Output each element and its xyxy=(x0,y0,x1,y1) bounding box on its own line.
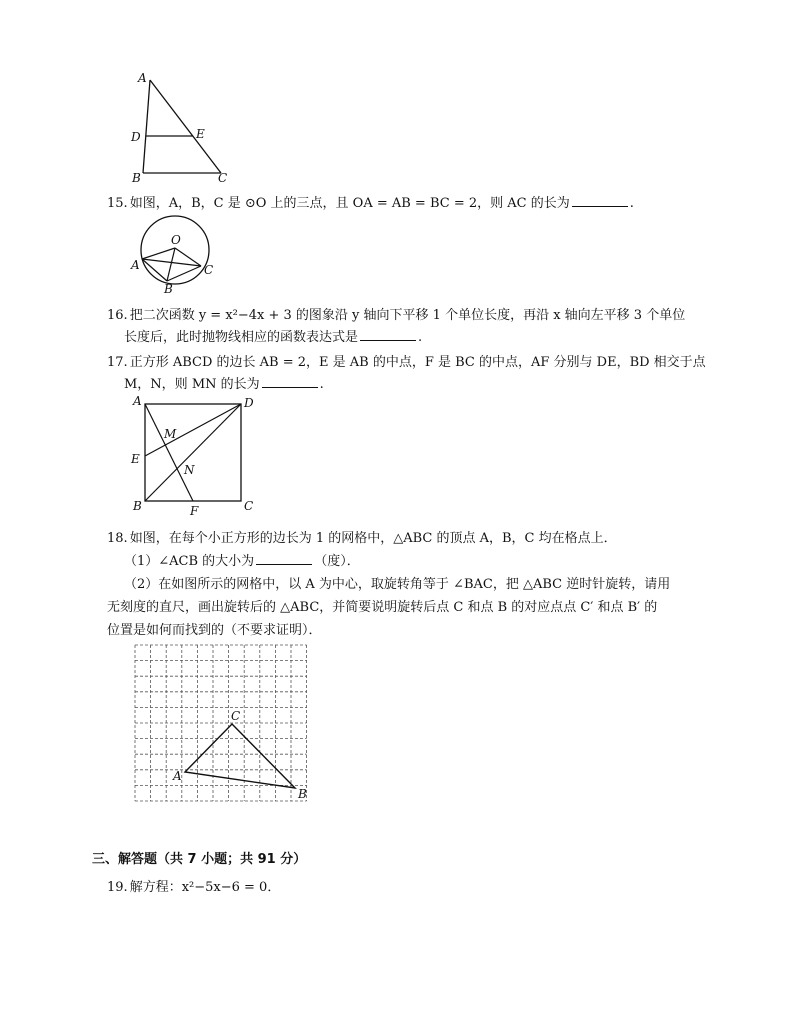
answer-blank xyxy=(262,377,318,388)
triangle-abc xyxy=(185,724,295,788)
label-O: O xyxy=(171,233,181,247)
label-A: A xyxy=(138,71,147,85)
label-C: C xyxy=(231,709,241,723)
answer-blank xyxy=(360,330,416,341)
label-B: B xyxy=(133,499,142,513)
label-C: C xyxy=(244,499,254,513)
figure-grid xyxy=(130,640,320,810)
question-18-part1: （1）∠ACB 的大小为 （度）． xyxy=(124,554,360,569)
label-C: C xyxy=(204,263,214,277)
figure-triangle-de xyxy=(125,70,235,185)
label-M: M xyxy=(164,427,177,441)
section-heading: 三、解答题（共 7 小题；共 91 分） xyxy=(92,852,307,867)
label-C: C xyxy=(218,171,228,185)
label-B: B xyxy=(298,787,307,801)
question-17-cont: M，N，则 MN 的长为 . xyxy=(124,377,324,392)
label-D: D xyxy=(244,396,254,410)
question-15: 15. 如图，A，B，C 是 ⊙O 上的三点，且 OA = AB = BC = 2，则 AC 的长为 . xyxy=(107,196,634,211)
question-17: 17. 正方形 ABCD 的边长 AB = 2，E 是 AB 的中点，F 是 BC 的中点，AF 分别与 DE，BD 相交于点 xyxy=(107,355,706,370)
label-B: B xyxy=(132,171,141,185)
label-A: A xyxy=(173,769,182,783)
question-19: 19. 解方程：x²−5x−6 = 0． xyxy=(107,880,281,895)
answer-blank xyxy=(572,196,628,207)
question-16: 16. 把二次函数 y = x²−4x + 3 的图象沿 y 轴向下平移 1 个单位长度，再沿 x 轴向左平移 3 个单位 xyxy=(107,308,686,323)
answer-blank xyxy=(256,554,312,565)
label-A: A xyxy=(133,394,142,408)
question-18-part2: （2）在如图所示的网格中，以 A 为中心，取旋转角等于 ∠BAC，把 △ABC 逆时针旋转，请用 xyxy=(124,577,671,592)
question-18: 18. 如图，在每个小正方形的边长为 1 的网格中，△ABC 的顶点 A，B，C 均在格点上． xyxy=(107,531,617,546)
label-E: E xyxy=(196,127,205,141)
question-18-part2-cont: 无刻度的直尺，画出旋转后的 △ABC，并简要说明旋转后点 C 和点 B 的对应点点 C′ 和点 B′ 的 xyxy=(107,600,658,615)
question-16-cont: 长度后，此时抛物线相应的函数表达式是 . xyxy=(124,330,423,345)
figure-square xyxy=(128,393,263,518)
label-A: A xyxy=(131,258,140,272)
label-N: N xyxy=(184,463,195,477)
label-E: E xyxy=(131,452,140,466)
label-B: B xyxy=(164,282,173,295)
label-F: F xyxy=(190,504,199,518)
question-18-part2-cont2: 位置是如何而找到的（不要求证明）． xyxy=(107,623,322,638)
label-D: D xyxy=(131,130,141,144)
figure-circle xyxy=(128,210,223,295)
